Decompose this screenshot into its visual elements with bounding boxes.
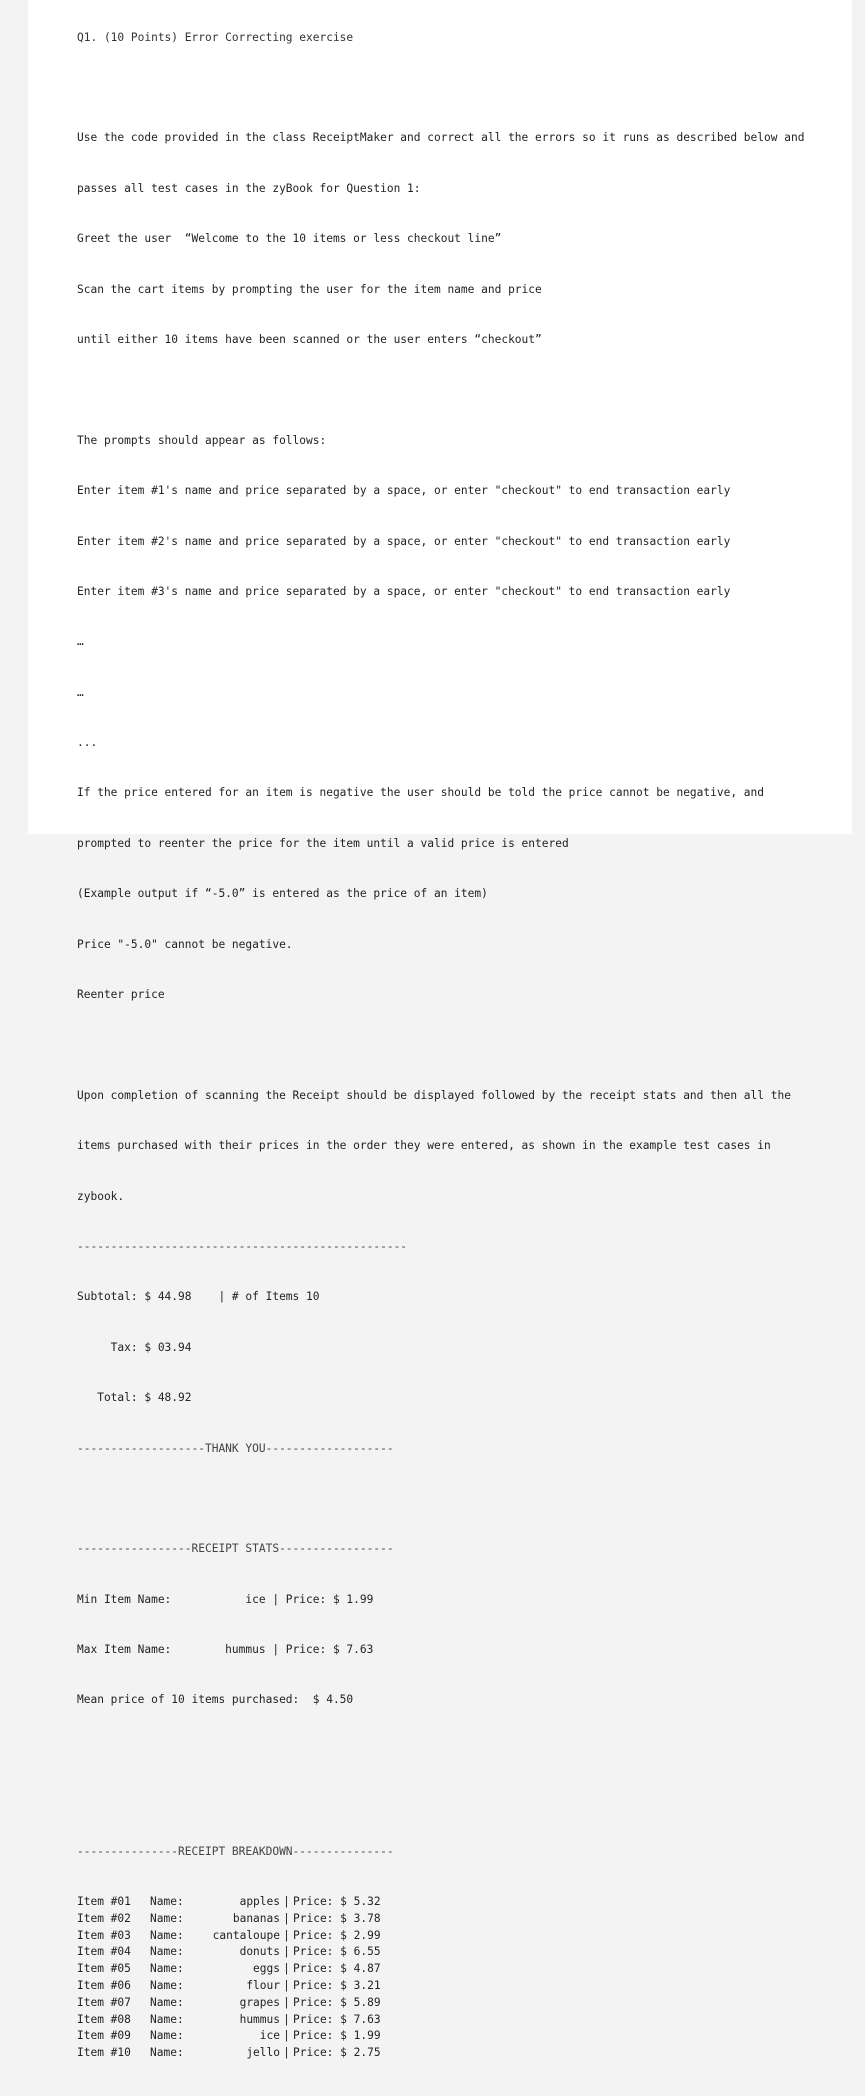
- ellipsis-3: ...: [77, 736, 98, 750]
- item-name: donuts: [239, 1945, 280, 1959]
- breakdown-row: [77, 1978, 804, 1995]
- item-name: flour: [246, 1979, 280, 1993]
- item-number: Item #02: [77, 1911, 131, 1925]
- breakdown-row: [77, 1894, 804, 1911]
- breakdown-row: [77, 2012, 804, 2029]
- item-name-label: Name:: [150, 1928, 184, 1942]
- item-name-label: Name:: [150, 1895, 184, 1909]
- intro-line-4: Scan the cart items by prompting the user for the item name and price: [77, 282, 542, 296]
- item-name-label: Name:: [150, 2012, 184, 2026]
- stats-header: -----------------RECEIPT STATS-----------------: [77, 1542, 394, 1556]
- item-price: Price: $ 2.99: [293, 1928, 381, 1942]
- intro-line-1: Use the code provided in the class ReceiptMaker and correct all the errors so it runs as described below and: [77, 131, 805, 145]
- item-name: grapes: [239, 1995, 280, 2009]
- breakdown-row: [77, 1995, 804, 2012]
- prompt-line-2: Enter item #2's name and price separated by a space, or enter "checkout" to end transaction early: [77, 534, 731, 548]
- total-line: Total: $ 48.92: [77, 1391, 192, 1405]
- tax-line: Tax: $ 03.94: [77, 1340, 192, 1354]
- item-number: Item #03: [77, 1928, 131, 1942]
- item-number: Item #01: [77, 1895, 131, 1909]
- column-separator: |: [283, 1962, 290, 1976]
- item-name: ice: [259, 2029, 280, 2043]
- item-number: Item #05: [77, 1962, 131, 1976]
- breakdown-header: ---------------RECEIPT BREAKDOWN---------------: [77, 1844, 394, 1858]
- thank-you-line: -------------------THANK YOU-------------------: [77, 1441, 394, 1455]
- negative-rule-3: (Example output if “-5.0” is entered as the price of an item): [77, 887, 488, 901]
- document-page: [28, 0, 852, 2060]
- column-separator: |: [283, 2029, 290, 2043]
- item-name: eggs: [253, 1962, 280, 1976]
- ellipsis-1: …: [77, 635, 84, 649]
- item-price: Price: $ 3.21: [293, 1979, 381, 1993]
- column-separator: |: [283, 1928, 290, 1942]
- breakdown-row: [77, 1911, 804, 1928]
- prompt-line-1: Enter item #1's name and price separated by a space, or enter "checkout" to end transaction early: [77, 484, 731, 498]
- item-name: apples: [239, 1895, 280, 1909]
- intro-line-5: until either 10 items have been scanned or the user enters “checkout”: [77, 332, 542, 346]
- column-separator: |: [283, 2012, 290, 2026]
- item-name-label: Name:: [150, 2046, 184, 2060]
- intro-line-2: passes all test cases in the zyBook for Question 1:: [77, 181, 421, 195]
- breakdown-row: [77, 1961, 804, 1978]
- item-price: Price: $ 2.75: [293, 2046, 381, 2060]
- min-item-line: Min Item Name: ice | Price: $ 1.99: [77, 1592, 374, 1606]
- breakdown-row: [77, 2028, 804, 2045]
- item-name: hummus: [239, 2012, 280, 2026]
- item-number: Item #06: [77, 1979, 131, 1993]
- ellipsis-2: …: [77, 685, 84, 699]
- completion-line-2: items purchased with their prices in the order they were entered, as shown in the example test cases in: [77, 1139, 771, 1153]
- item-price: Price: $ 5.89: [293, 1995, 381, 2009]
- item-number: Item #10: [77, 2046, 131, 2060]
- item-price: Price: $ 6.55: [293, 1945, 381, 1959]
- breakdown-row: [77, 1928, 804, 1945]
- completion-line-1: Upon completion of scanning the Receipt should be displayed followed by the receipt stats and then all the: [77, 1088, 791, 1102]
- breakdown-row: [77, 2045, 804, 2062]
- item-number: Item #04: [77, 1945, 131, 1959]
- item-number: Item #07: [77, 1995, 131, 2009]
- document-content: [77, 0, 804, 2096]
- max-item-line: Max Item Name: hummus | Price: $ 7.63: [77, 1643, 374, 1657]
- breakdown-row: [77, 1944, 804, 1961]
- item-name-label: Name:: [150, 1979, 184, 1993]
- negative-rule-1: If the price entered for an item is negative the user should be told the price cannot be negative, and: [77, 786, 765, 800]
- column-separator: |: [283, 1995, 290, 2009]
- intro-line-3: Greet the user “Welcome to the 10 items or less checkout line”: [77, 232, 502, 246]
- item-name-label: Name:: [150, 1911, 184, 1925]
- subtotal-line: Subtotal: $ 44.98 | # of Items 10: [77, 1290, 320, 1304]
- column-separator: |: [283, 1979, 290, 1993]
- item-price: Price: $ 5.32: [293, 1895, 381, 1909]
- item-price: Price: $ 7.63: [293, 2012, 381, 2026]
- item-name-label: Name:: [150, 1995, 184, 2009]
- receipt-divider: -------------------------------------------------: [77, 1239, 408, 1253]
- column-separator: |: [283, 2046, 290, 2060]
- item-name: cantaloupe: [212, 1928, 280, 1942]
- prompt-line-3: Enter item #3's name and price separated by a space, or enter "checkout" to end transaction early: [77, 584, 731, 598]
- question-title: Q1. (10 Points) Error Correcting exercise: [77, 30, 354, 44]
- column-separator: |: [283, 1895, 290, 1909]
- item-name-label: Name:: [150, 2029, 184, 2043]
- item-name: jello: [246, 2046, 280, 2060]
- item-name-label: Name:: [150, 1962, 184, 1976]
- negative-rule-5: Reenter price: [77, 988, 165, 1002]
- breakdown-list: [77, 1894, 804, 2062]
- completion-line-3: zybook.: [77, 1189, 125, 1203]
- item-number: Item #09: [77, 2029, 131, 2043]
- item-price: Price: $ 4.87: [293, 1962, 381, 1976]
- negative-rule-4: Price "-5.0" cannot be negative.: [77, 937, 293, 951]
- column-separator: |: [283, 1945, 290, 1959]
- item-number: Item #08: [77, 2012, 131, 2026]
- mean-price-line: Mean price of 10 items purchased: $ 4.50: [77, 1693, 354, 1707]
- item-name-label: Name:: [150, 1945, 184, 1959]
- item-price: Price: $ 3.78: [293, 1911, 381, 1925]
- prompts-intro: The prompts should appear as follows:: [77, 433, 327, 447]
- column-separator: |: [283, 1911, 290, 1925]
- item-price: Price: $ 1.99: [293, 2029, 381, 2043]
- item-name: bananas: [232, 1911, 280, 1925]
- negative-rule-2: prompted to reenter the price for the item until a valid price is entered: [77, 836, 569, 850]
